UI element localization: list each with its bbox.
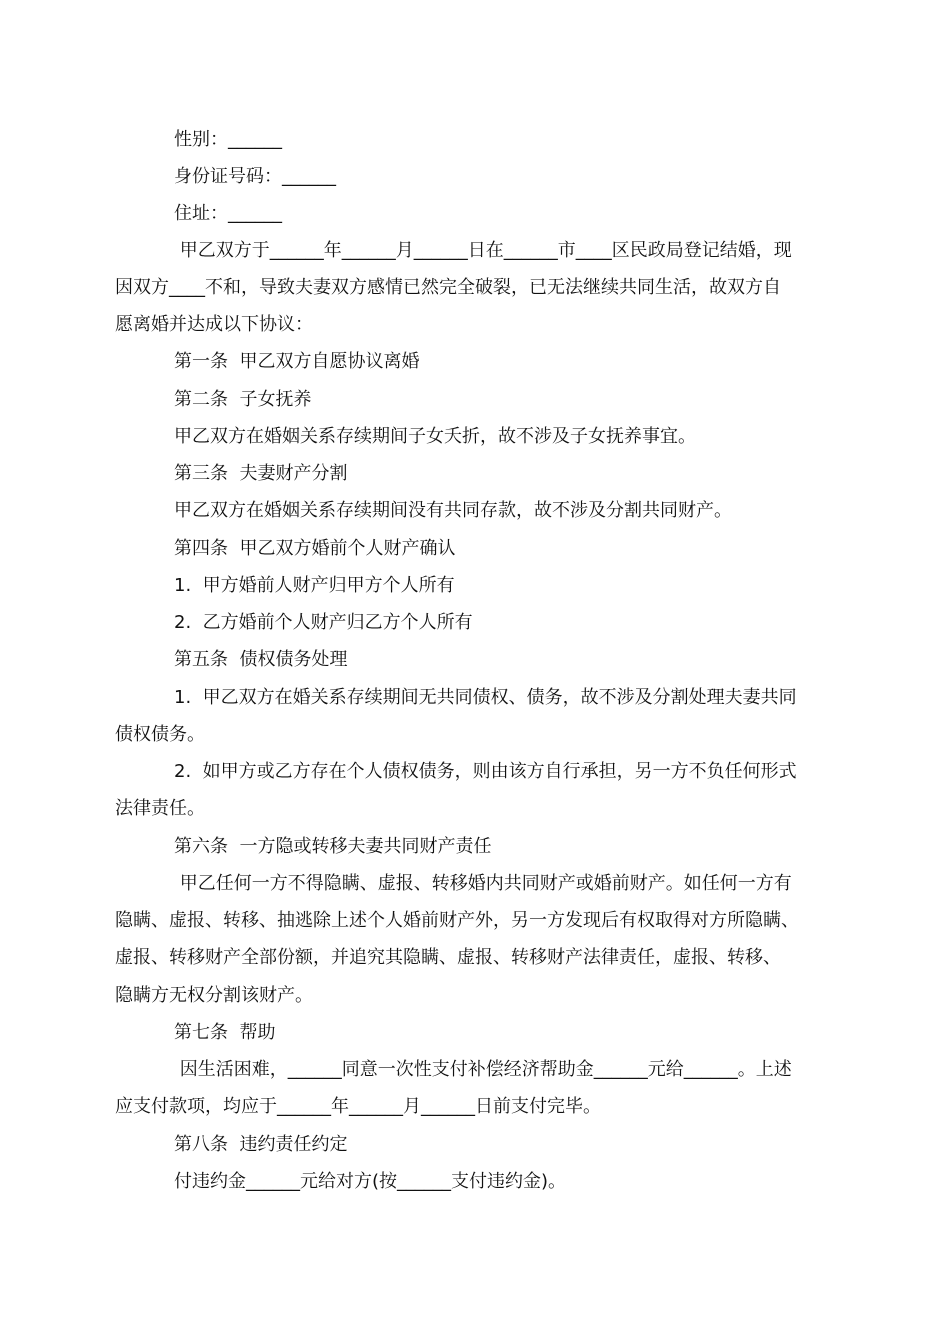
- article-6-text-line: 隐瞒、虚报、转移、抽逃除上述个人婚前财产外，另一方发现后有权取得对方所隐瞒、: [115, 910, 799, 931]
- article-5-item-line: 债权债务。: [115, 724, 205, 745]
- article-3-heading: 第三条 夫妻财产分割: [174, 463, 348, 484]
- article-4-heading: 第四条 甲乙双方婚前个人财产确认: [174, 538, 456, 559]
- article-8-heading: 第八条 违约责任约定: [174, 1134, 348, 1155]
- article-7-text-line: 因生活困难，______同意一次性支付补偿经济帮助金______元给______。上述: [174, 1059, 792, 1080]
- article-6-text-line: 甲乙任何一方不得隐瞒、虚报、转移婚内共同财产或婚前财产。如任何一方有: [174, 873, 792, 894]
- article-7-text-line: 应支付款项，均应于______年______月______日前支付完毕。: [115, 1096, 601, 1117]
- article-4-item: 1. 甲方婚前人财产归甲方个人所有: [174, 575, 455, 596]
- article-5-item-line: 法律责任。: [115, 798, 205, 819]
- article-3-text: 甲乙双方在婚姻关系存续期间没有共同存款，故不涉及分割共同财产。: [174, 500, 732, 521]
- gender-field-line: 性别：______: [174, 129, 282, 150]
- article-2-text: 甲乙双方在婚姻关系存续期间子女夭折，故不涉及子女抚养事宜。: [174, 426, 696, 447]
- article-5-item-line: 2. 如甲方或乙方存在个人债权债务，则由该方自行承担，另一方不负任何形式: [174, 761, 797, 782]
- id-number-field-line: 身份证号码：______: [174, 166, 336, 187]
- article-6-text-line: 虚报、转移财产全部份额，并追究其隐瞒、虚报、转移财产法律责任，虚报、转移、: [115, 947, 781, 968]
- article-6-heading: 第六条 一方隐或转移夫妻共同财产责任: [174, 836, 492, 857]
- article-2-heading: 第二条 子女抚养: [174, 389, 312, 410]
- article-6-text-line: 隐瞒方无权分割该财产。: [115, 985, 313, 1006]
- article-7-heading: 第七条 帮助: [174, 1022, 276, 1043]
- article-8-text: 付违约金______元给对方(按______支付违约金)。: [174, 1171, 567, 1192]
- intro-paragraph-line: 愿离婚并达成以下协议：: [115, 314, 313, 335]
- article-1-heading: 第一条 甲乙双方自愿协议离婚: [174, 351, 420, 372]
- address-field-line: 住址：______: [174, 203, 282, 224]
- article-4-item: 2. 乙方婚前个人财产归乙方个人所有: [174, 612, 473, 633]
- article-5-heading: 第五条 债权债务处理: [174, 649, 348, 670]
- article-5-item-line: 1. 甲乙双方在婚关系存续期间无共同债权、债务，故不涉及分割处理夫妻共同: [174, 687, 797, 708]
- intro-paragraph-line: 甲乙双方于______年______月______日在______市____区民政局登记结婚，现: [174, 240, 792, 261]
- intro-paragraph-line: 因双方____不和，导致夫妻双方感情已然完全破裂，已无法继续共同生活，故双方自: [115, 277, 781, 298]
